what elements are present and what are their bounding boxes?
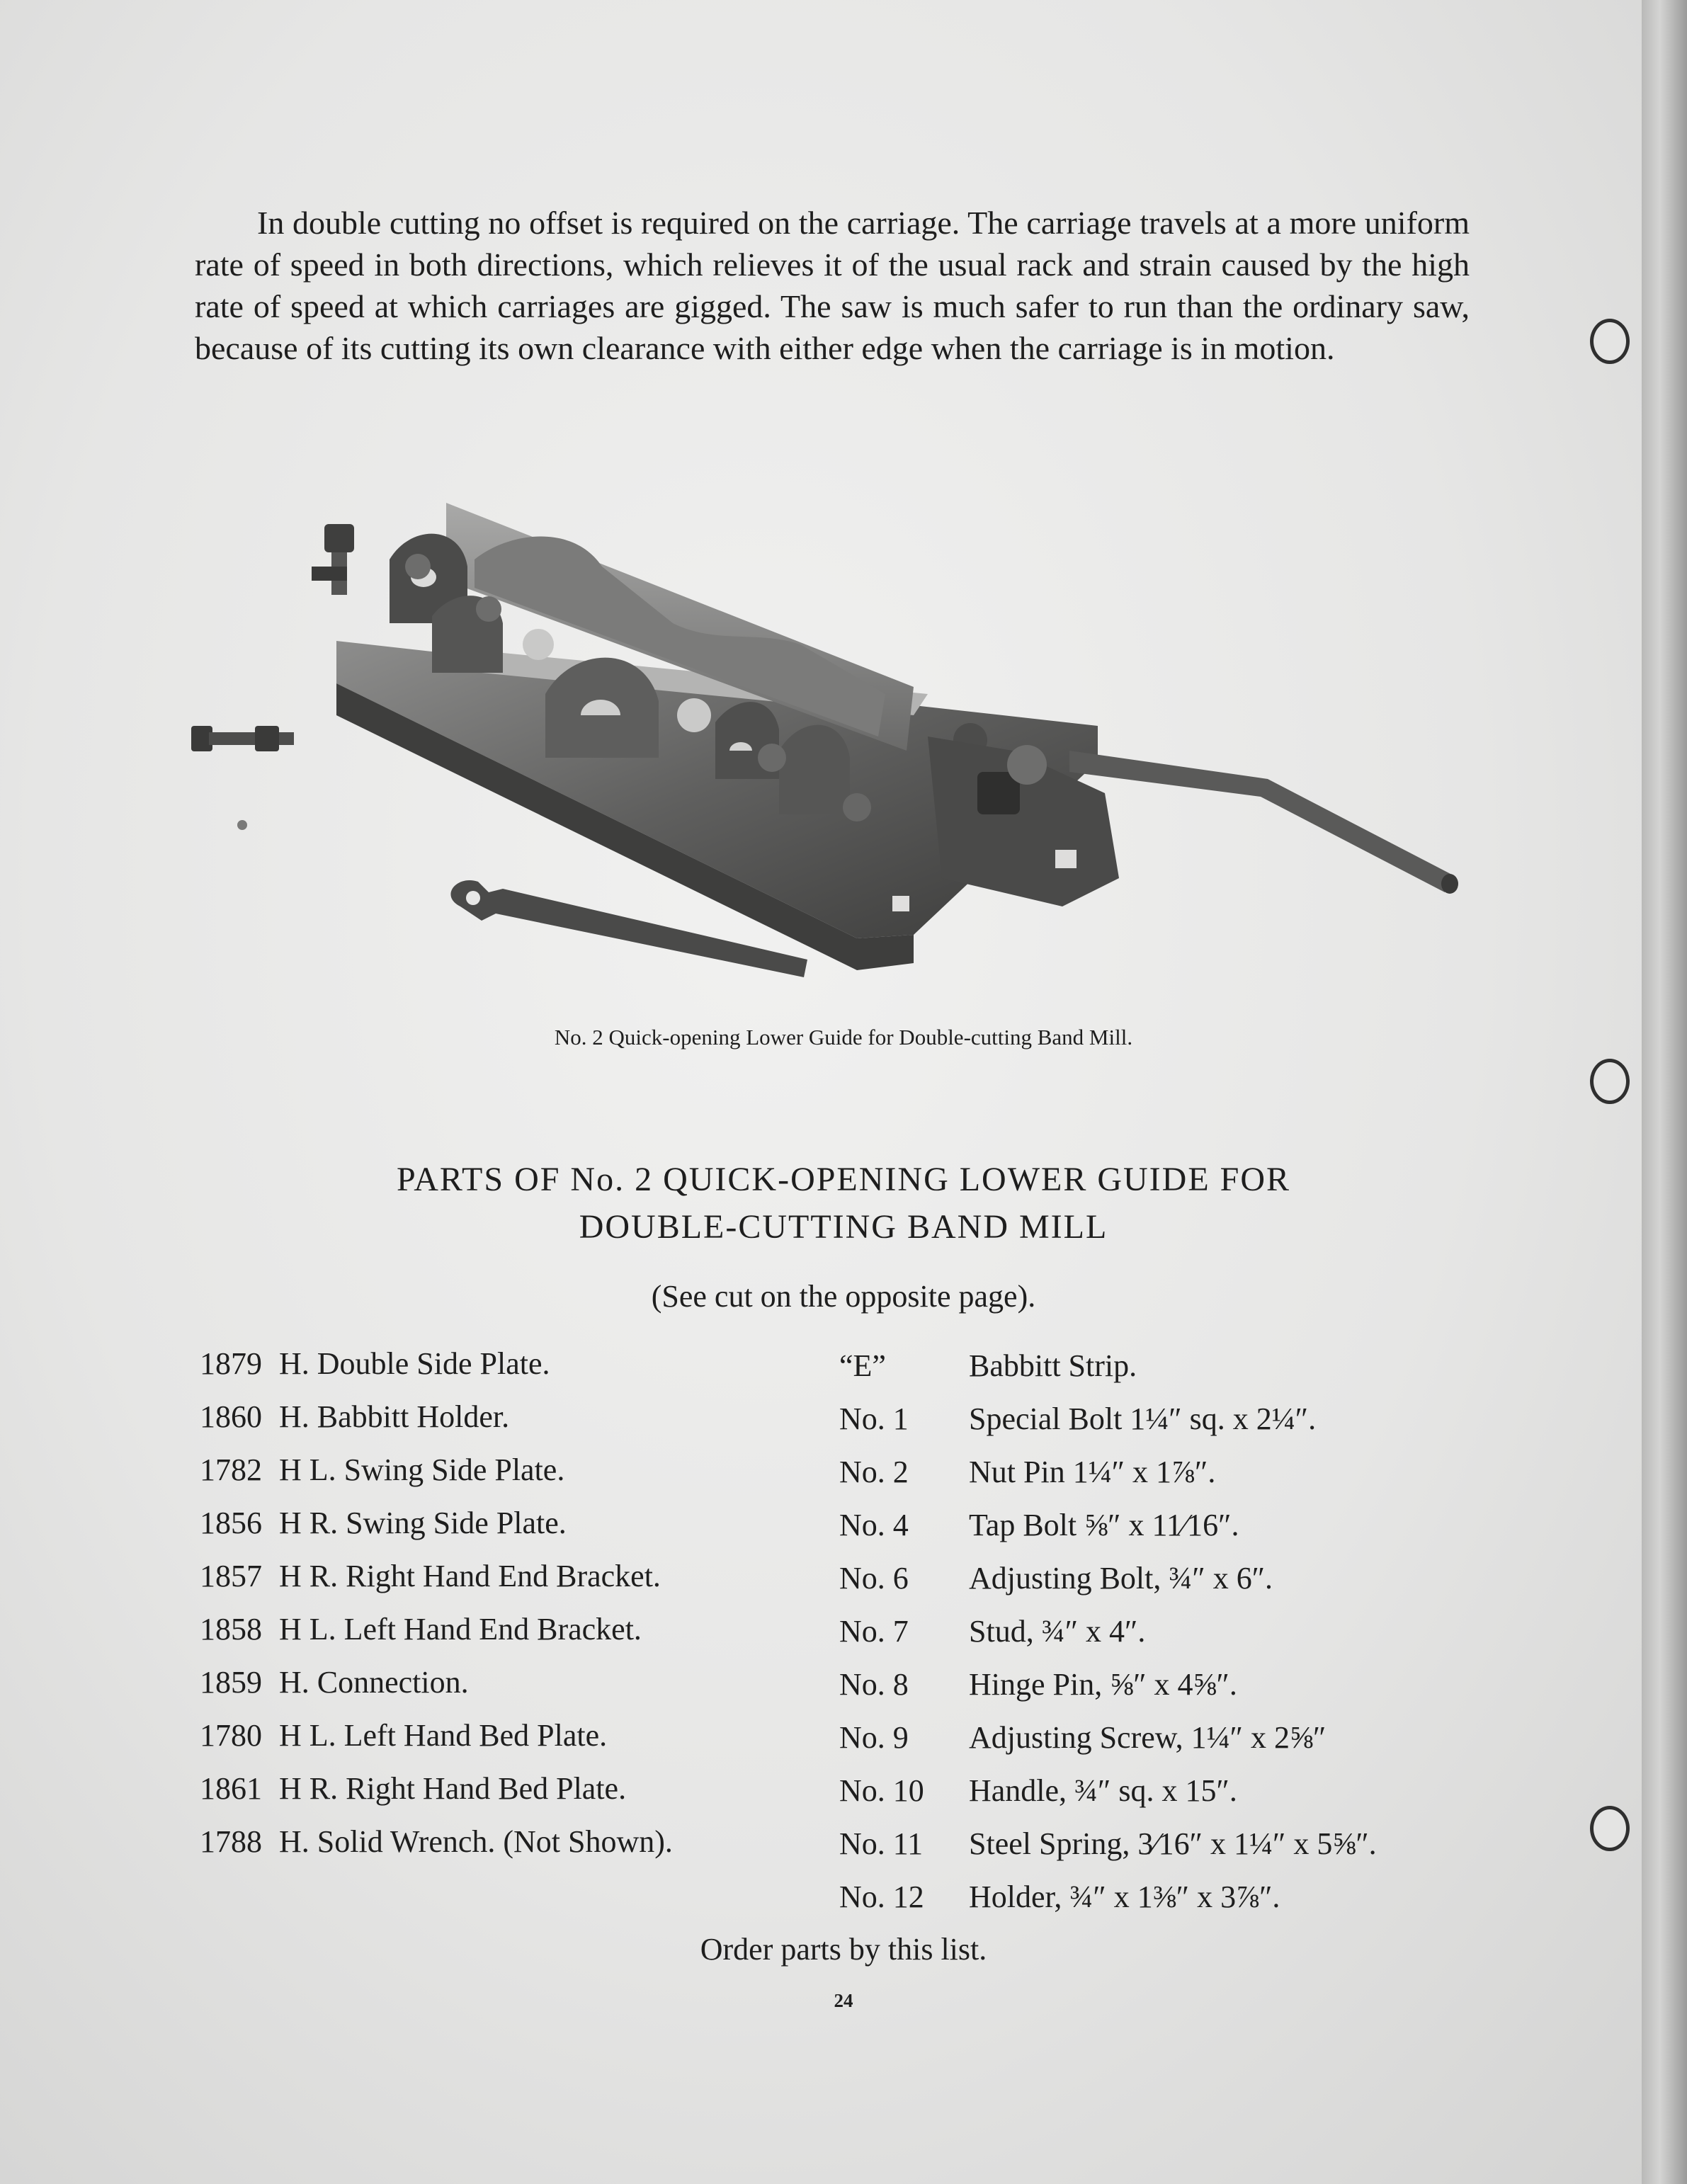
- part-number: 1780: [200, 1718, 262, 1753]
- left-part-item: [200, 1770, 626, 1807]
- part-label: “E”: [839, 1348, 886, 1383]
- part-description: Adjusting Bolt, ¾″ x 6″.: [969, 1561, 1273, 1596]
- part-label: No. 4: [839, 1508, 909, 1542]
- left-part-item: [200, 1824, 673, 1860]
- page-number: 24: [834, 1990, 853, 2011]
- part-description: Handle, ¾″ sq. x 15″.: [969, 1773, 1237, 1808]
- part-label: No. 6: [839, 1561, 909, 1596]
- part-number: 1788: [200, 1824, 262, 1859]
- punch-hole-top: [1590, 319, 1630, 364]
- figure-caption: No. 2 Quick-opening Lower Guide for Double-cutting Band Mill.: [554, 1025, 1133, 1050]
- part-description: Nut Pin 1¼″ x 1⅞″.: [969, 1455, 1216, 1489]
- part-description: Babbitt Strip.: [969, 1348, 1137, 1383]
- part-label: No. 11: [839, 1826, 924, 1861]
- part-number: 1856: [200, 1506, 262, 1540]
- order-note: Order parts by this list.: [700, 1932, 987, 1967]
- left-part-item: [200, 1717, 607, 1753]
- part-label: No. 1: [839, 1401, 909, 1436]
- left-part-item: [200, 1664, 469, 1700]
- part-description: H L. Swing Side Plate.: [279, 1452, 565, 1487]
- part-description: Holder, ¾″ x 1⅜″ x 3⅞″.: [969, 1879, 1280, 1914]
- punch-hole-middle: [1590, 1059, 1630, 1104]
- left-part-item: [200, 1558, 661, 1594]
- part-description: Steel Spring, 3⁄16″ x 1¼″ x 5⅝″.: [969, 1826, 1377, 1861]
- left-part-item: [200, 1346, 550, 1382]
- right-part-item: [839, 1507, 1239, 1543]
- right-part-item: [839, 1560, 1273, 1596]
- part-description: H R. Right Hand End Bracket.: [279, 1559, 661, 1593]
- right-part-item: [839, 1348, 1137, 1384]
- part-label: No. 12: [839, 1879, 924, 1914]
- parts-heading: [0, 1156, 1687, 1251]
- right-part-item: [839, 1826, 1377, 1862]
- punch-hole-bottom: [1590, 1806, 1630, 1851]
- part-number: 1857: [200, 1559, 262, 1593]
- page-edge-shadow: [1642, 0, 1687, 2184]
- part-description: Stud, ¾″ x 4″.: [969, 1614, 1146, 1649]
- part-number: 1879: [200, 1346, 262, 1381]
- left-part-item: [200, 1399, 509, 1435]
- handle: [1069, 751, 1458, 894]
- part-description: H. Babbitt Holder.: [279, 1399, 510, 1434]
- left-part-item: [200, 1611, 642, 1647]
- part-description: H R. Right Hand Bed Plate.: [279, 1771, 627, 1806]
- part-label: No. 8: [839, 1667, 909, 1702]
- right-part-item: [839, 1401, 1316, 1437]
- part-description: H. Double Side Plate.: [279, 1346, 550, 1381]
- part-number: 1858: [200, 1612, 262, 1646]
- part-label: No. 10: [839, 1773, 924, 1808]
- part-description: Special Bolt 1¼″ sq. x 2¼″.: [969, 1401, 1317, 1436]
- part-number: 1782: [200, 1452, 262, 1487]
- part-description: Hinge Pin, ⅝″ x 4⅝″.: [969, 1667, 1237, 1702]
- part-description: H R. Swing Side Plate.: [279, 1506, 567, 1540]
- intro-paragraph: In double cutting no offset is required on the carriage. The carriage travels at a more uniform rate of speed in both directions, which relieves it of the usual rack and strain caused by the high rate of speed at which carriages are gigged. The saw is much safer to run than the ordinary saw, because of its cutting its own clearance with either edge when the carriage is in motion.: [195, 205, 1470, 366]
- right-part-item: [839, 1719, 1326, 1756]
- part-number: 1860: [200, 1399, 262, 1434]
- right-part-item: [839, 1773, 1237, 1809]
- part-label: No. 7: [839, 1614, 909, 1649]
- right-part-item: [839, 1666, 1237, 1702]
- left-part-item: [200, 1505, 567, 1541]
- part-number: 1861: [200, 1771, 262, 1806]
- right-part-item: [839, 1454, 1215, 1490]
- part-description: Tap Bolt ⅝″ x 11⁄16″.: [969, 1508, 1239, 1542]
- part-label: No. 9: [839, 1720, 909, 1755]
- parts-heading-line-2: DOUBLE-CUTTING BAND MILL: [579, 1208, 1108, 1246]
- right-part-item: [839, 1613, 1145, 1649]
- see-cut-note: (See cut on the opposite page).: [651, 1279, 1036, 1314]
- part-description: H. Solid Wrench. (Not Shown).: [279, 1824, 673, 1859]
- part-description: Adjusting Screw, 1¼″ x 2⅝″: [969, 1720, 1327, 1755]
- loose-bolt: [191, 726, 294, 751]
- right-part-item: [839, 1879, 1280, 1915]
- part-description: H. Connection.: [279, 1665, 469, 1700]
- part-number: 1859: [200, 1665, 262, 1700]
- part-description: H L. Left Hand Bed Plate.: [279, 1718, 608, 1753]
- parts-heading-line-1: PARTS OF No. 2 QUICK-OPENING LOWER GUIDE FOR: [396, 1161, 1291, 1198]
- part-label: No. 2: [839, 1455, 909, 1489]
- part-description: H L. Left Hand End Bracket.: [279, 1612, 642, 1646]
- left-part-item: [200, 1452, 564, 1488]
- speck: [237, 820, 247, 830]
- lower-guide-photo: [177, 482, 1501, 1020]
